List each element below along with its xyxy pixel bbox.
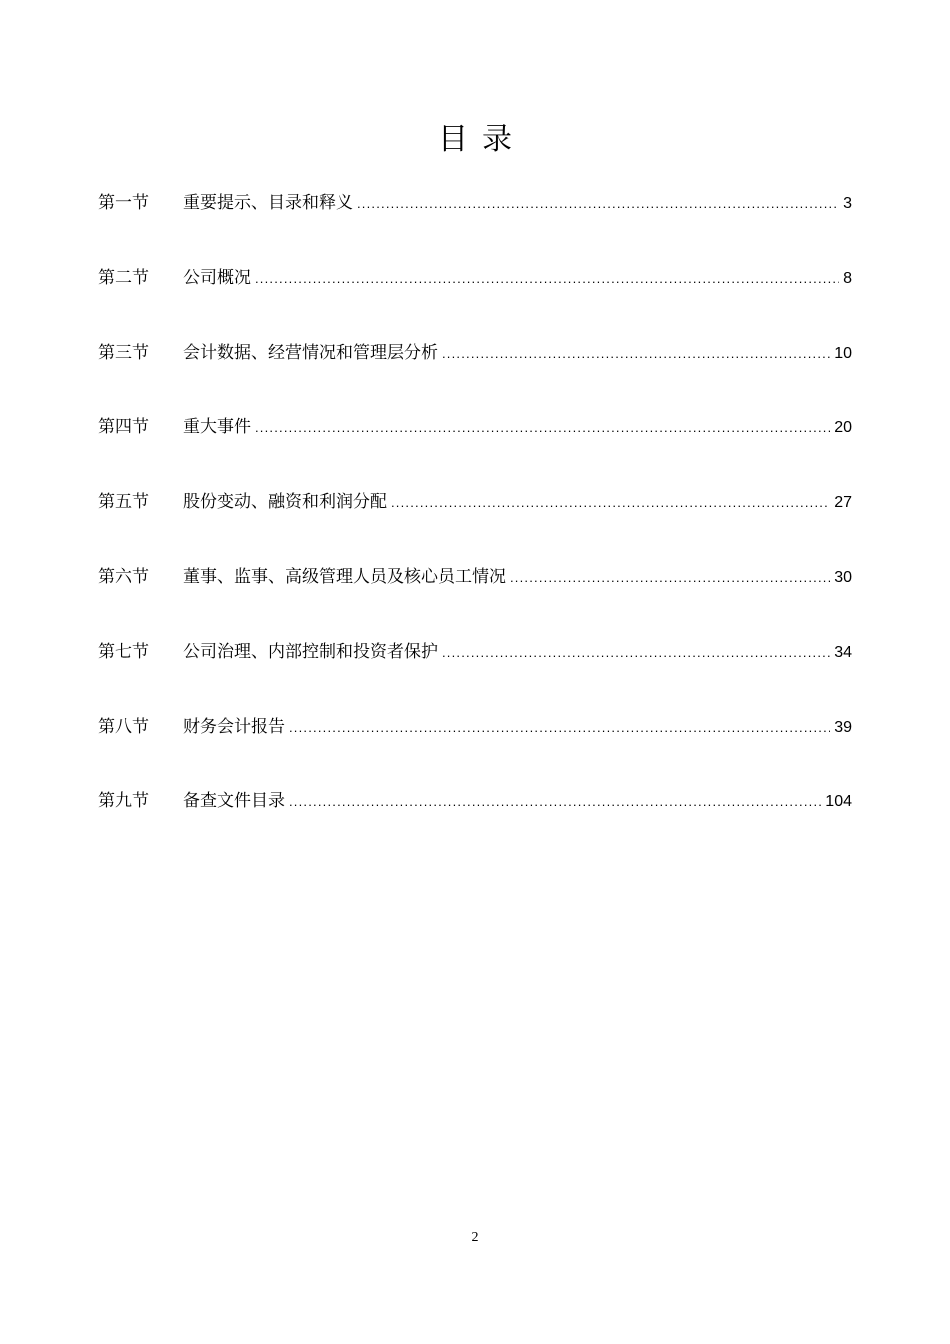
toc-section-label: 第三节 [98, 342, 149, 363]
toc-page-number[interactable]: 20 [834, 419, 852, 437]
page-title: 目录 [438, 122, 526, 157]
toc-page-number[interactable]: 3 [843, 195, 852, 212]
toc-entry-7[interactable] [98, 637, 852, 667]
toc-entry-title[interactable]: 财务会计报告 [183, 716, 285, 737]
page-footer-number: 2 [471, 1230, 479, 1245]
toc-dot-leader [442, 339, 830, 369]
toc-entry-title[interactable]: 董事、监事、高级管理人员及核心员工情况 [183, 566, 506, 587]
toc-entry-title[interactable]: 备查文件目录 [183, 791, 285, 812]
toc-entry-4[interactable] [98, 412, 852, 442]
toc-section-label: 第一节 [98, 193, 149, 213]
toc-entry-6[interactable] [98, 562, 852, 592]
toc-section-label: 第八节 [98, 716, 149, 737]
toc-entry-8[interactable] [98, 712, 852, 742]
toc-dot-leader [442, 638, 830, 668]
toc-entry-title[interactable]: 股份变动、融资和利润分配 [183, 492, 387, 513]
toc-page-number[interactable]: 10 [834, 344, 852, 362]
toc-dot-leader [391, 488, 830, 518]
toc-entry-title[interactable]: 重大事件 [183, 417, 251, 438]
toc-entry-3[interactable] [98, 338, 852, 368]
toc-entry-title[interactable]: 公司治理、内部控制和投资者保护 [183, 641, 438, 662]
toc-dot-leader [510, 563, 830, 593]
toc-dot-leader [255, 413, 830, 443]
toc-page-number[interactable]: 34 [834, 643, 852, 661]
toc-dot-leader [255, 264, 839, 294]
toc-section-label: 第四节 [98, 417, 149, 438]
toc-section-label: 第六节 [98, 566, 149, 587]
toc-dot-leader [289, 787, 821, 817]
toc-page-number[interactable]: 30 [834, 568, 852, 586]
toc-entry-2[interactable] [98, 263, 852, 293]
toc-page-number[interactable]: 27 [834, 494, 852, 512]
toc-entry-title[interactable]: 公司概况 [183, 267, 251, 288]
toc-entry-9[interactable] [98, 786, 852, 816]
toc-dot-leader [357, 189, 839, 219]
table-of-contents [98, 188, 852, 861]
toc-page-number[interactable]: 8 [843, 269, 852, 287]
toc-section-label: 第九节 [98, 791, 149, 812]
toc-page-number[interactable]: 39 [834, 718, 852, 736]
toc-section-label: 第五节 [98, 492, 149, 513]
toc-page-number[interactable]: 104 [825, 793, 852, 811]
toc-section-label: 第七节 [98, 641, 149, 662]
toc-entry-title[interactable]: 重要提示、目录和释义 [183, 193, 353, 213]
toc-entry-5[interactable] [98, 487, 852, 517]
toc-dot-leader [289, 713, 830, 743]
toc-entry-title[interactable]: 会计数据、经营情况和管理层分析 [183, 342, 438, 363]
toc-section-label: 第二节 [98, 267, 149, 288]
toc-entry-1[interactable] [98, 188, 852, 218]
